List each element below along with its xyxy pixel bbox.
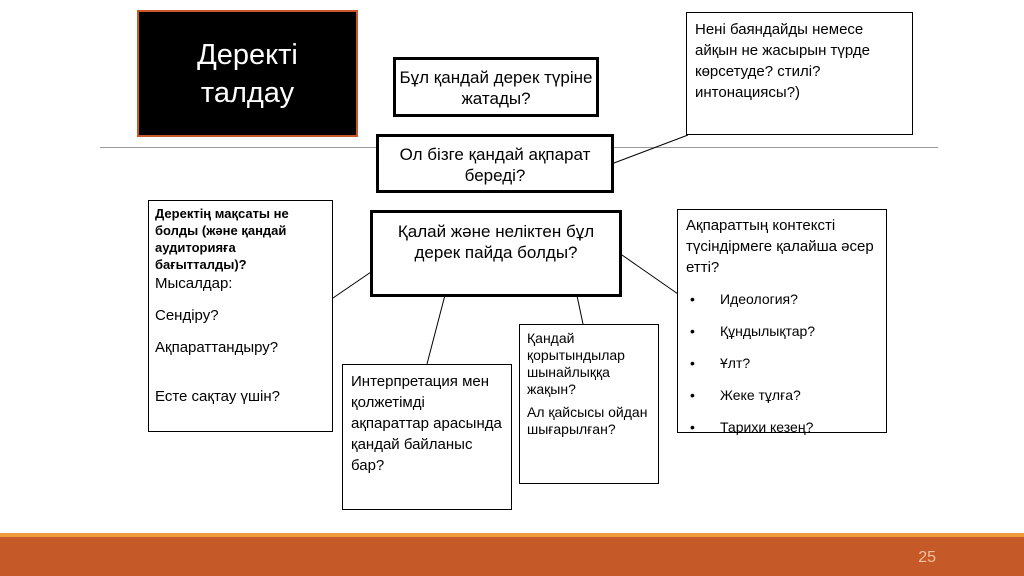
list-item: • Құндылықтар? [686, 321, 878, 342]
purpose-item: Ақпараттандыру? [155, 339, 279, 356]
interpretation-text: Интерпретация мен қолжетімді ақпараттар арасында қандай байланыс бар? [351, 373, 502, 474]
style-text: Нені баяндайды немесе айқын не жасырын түрде көрсетуде? стилі? интонациясы?) [695, 21, 871, 101]
style-box [686, 12, 913, 135]
question-info-box [376, 134, 614, 193]
context-box [677, 209, 887, 433]
bullet-icon: • [690, 355, 695, 371]
question-type-text: Бұл қандай дерек түріне жатады? [399, 68, 593, 108]
interpretation-box [342, 364, 512, 510]
question-type-box [393, 57, 599, 117]
bullet-icon: • [690, 419, 695, 435]
conclusion-box [519, 324, 659, 484]
purpose-heading: Деректің мақсаты не болды (және қандай аудиторияға бағытталды)? [155, 206, 289, 272]
bullet-icon: • [690, 323, 695, 339]
footer-bar [0, 537, 1024, 576]
page-number: 25 [918, 549, 936, 566]
question-info-text: Ол бізге қандай ақпарат береді? [399, 145, 591, 185]
examples-label: Мысалдар: [155, 275, 233, 292]
conclusion-line-1: Қандай қорытындылар шынайлыққа жақын? [527, 330, 625, 397]
connector-context [622, 255, 678, 294]
context-heading: Ақпараттың контексті түсіндірмеге қалайша әсер етті? [686, 217, 874, 276]
question-origin-text: Қалай және неліктен бұл дерек пайда болды? [397, 222, 595, 262]
purpose-item: Есте сақтау үшін? [155, 388, 280, 405]
list-item: • Ұлт? [686, 353, 878, 374]
bullet-icon: • [690, 291, 695, 307]
purpose-item: Сендіру? [155, 307, 219, 324]
purpose-box [148, 200, 333, 432]
connector-purpose [333, 272, 371, 298]
list-item: • Тарихи кезең? [686, 417, 878, 438]
bullet-icon: • [690, 387, 695, 403]
slide-title: Деректі талдау [197, 38, 298, 109]
connector-interpretation [427, 295, 445, 364]
list-item: • Идеология? [686, 289, 878, 310]
connector-style [614, 135, 688, 163]
list-item: • Жеке тұлға? [686, 385, 878, 406]
conclusion-line-2: Ал қайсысы ойдан шығарылған? [527, 404, 648, 437]
context-list [686, 289, 878, 438]
question-origin-box [370, 210, 622, 297]
